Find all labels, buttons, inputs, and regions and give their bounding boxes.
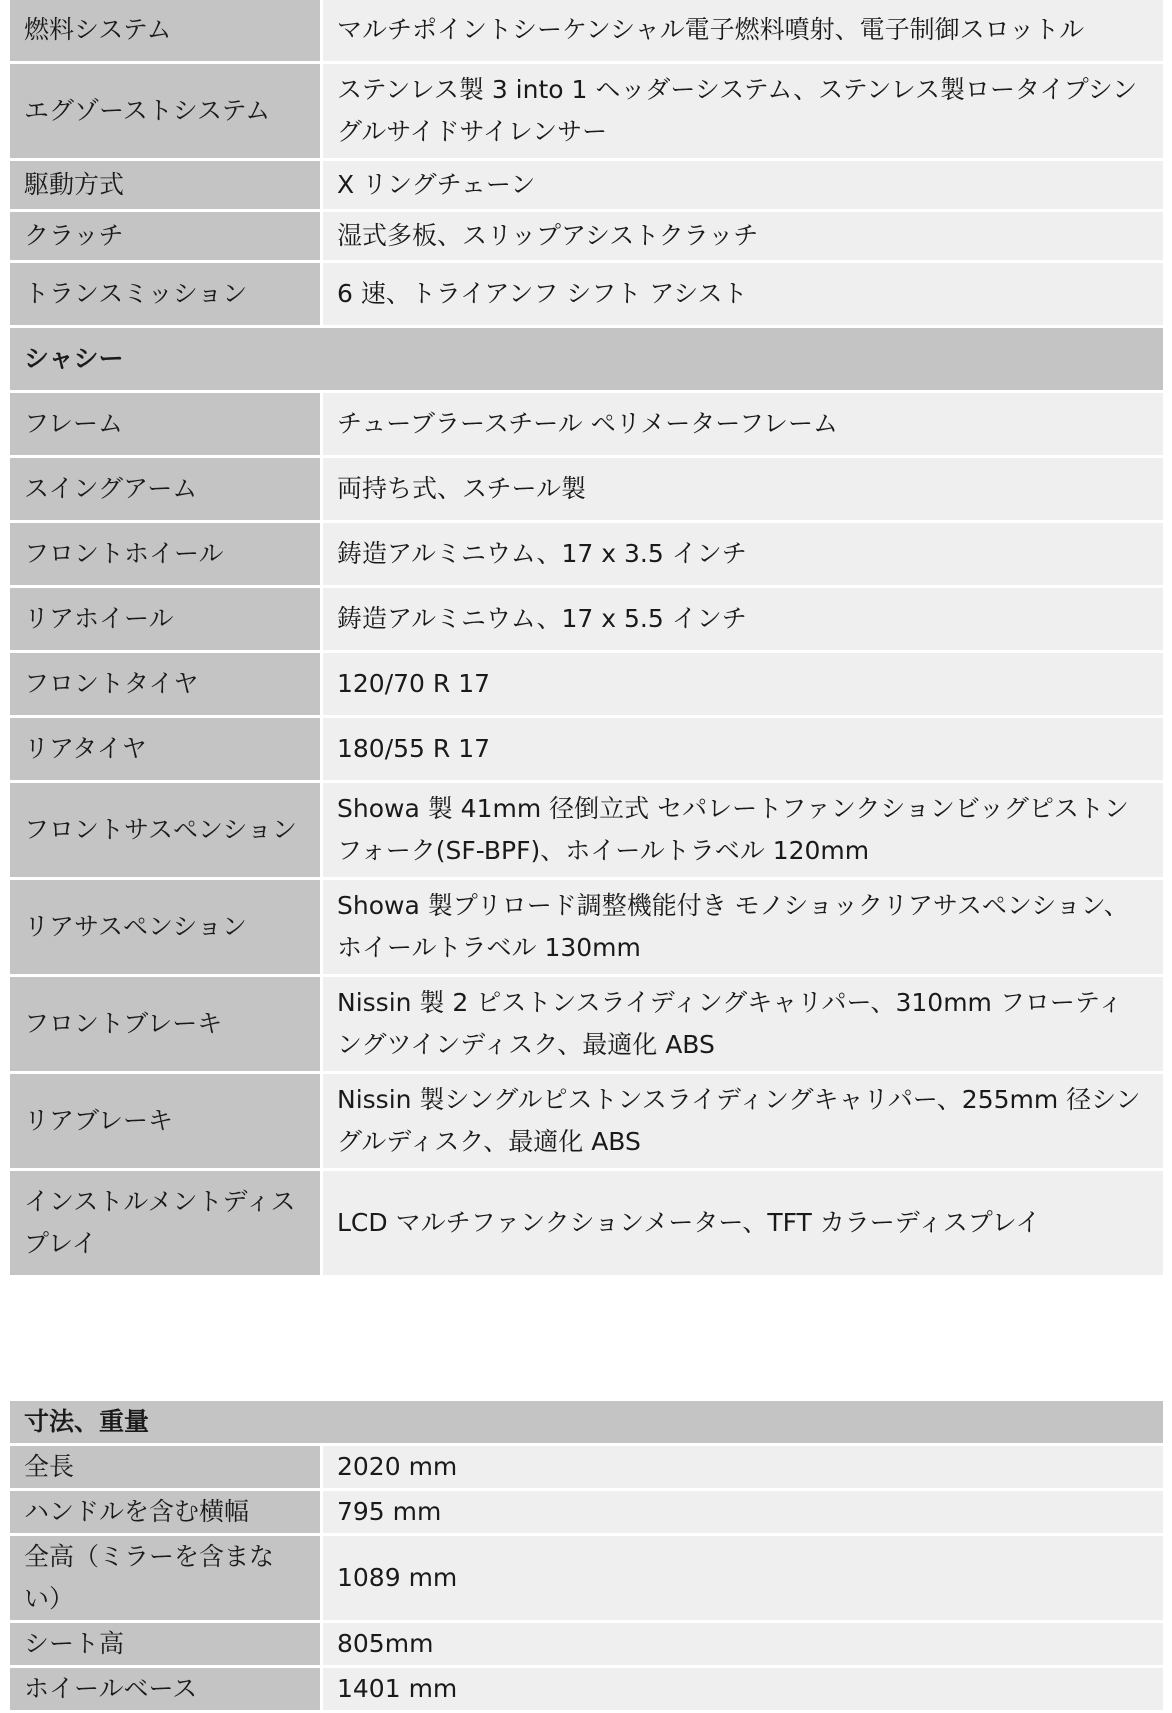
table-row [10,393,1163,455]
spec-value: ステンレス製 3 into 1 ヘッダーシステム、ステンレス製ロータイプシングルサイドサイレンサー [320,64,1163,158]
table-row [10,458,1163,520]
table-row [10,653,1163,715]
table-row [10,161,1163,209]
table-row [10,977,1163,1071]
spec-label: 燃料システム [10,0,320,61]
spec-table-engine-chassis [10,0,1163,1278]
table-row [10,588,1163,650]
table-row [10,1536,1163,1620]
spec-value: 両持ち式、スチール製 [320,458,1163,520]
spec-value: 湿式多板、スリップアシストクラッチ [320,212,1163,260]
spec-label: スイングアーム [10,458,320,520]
table-row [10,1074,1163,1168]
section-header-row [10,328,1163,390]
table-row [10,263,1163,325]
spec-label: リアサスペンション [10,880,320,974]
table-row [10,523,1163,585]
spec-value: 6 速、トライアンフ シフト アシスト [320,263,1163,325]
table-row [10,212,1163,260]
spec-value: 鋳造アルミニウム、17 x 3.5 インチ [320,523,1163,585]
table-row [10,880,1163,974]
spec-label: フロントタイヤ [10,653,320,715]
spec-label: インストルメントディスプレイ [10,1171,320,1275]
table-row [10,1623,1163,1665]
table-row [10,1446,1163,1488]
spec-label: シート高 [10,1623,320,1665]
spec-table-dimensions [10,1398,1163,1713]
spec-value: 2020 mm [320,1446,1163,1488]
table-row [10,1171,1163,1275]
spec-label: 全高（ミラーを含まない） [10,1536,320,1620]
spec-label: リアタイヤ [10,718,320,780]
spec-label: 駆動方式 [10,161,320,209]
spec-label: リアブレーキ [10,1074,320,1168]
spec-value: 120/70 R 17 [320,653,1163,715]
spec-value: LCD マルチファンクションメーター、TFT カラーディスプレイ [320,1171,1163,1275]
spec-value: マルチポイントシーケンシャル電子燃料噴射、電子制御スロットル [320,0,1163,61]
table-row [10,64,1163,158]
table-row [10,783,1163,877]
spec-label: リアホイール [10,588,320,650]
spec-label: フロントブレーキ [10,977,320,1071]
spec-value: Showa 製 41mm 径倒立式 セパレートファンクションビッグピストンフォーク(SF-BPF)、ホイールトラベル 120mm [320,783,1163,877]
section-heading-chassis: シャシー [10,328,1163,390]
spec-label: 全長 [10,1446,320,1488]
spec-value: 805mm [320,1623,1163,1665]
spec-value: Nissin 製シングルピストンスライディングキャリパー、255mm 径シングルディスク、最適化 ABS [320,1074,1163,1168]
table-row [10,0,1163,61]
spec-value: 1089 mm [320,1536,1163,1620]
spec-value: 180/55 R 17 [320,718,1163,780]
spec-value: 鋳造アルミニウム、17 x 5.5 インチ [320,588,1163,650]
spec-label: フレーム [10,393,320,455]
spec-value: 1401 mm [320,1668,1163,1710]
spec-label: フロントサスペンション [10,783,320,877]
spec-label: クラッチ [10,212,320,260]
spec-label: ホイールベース [10,1668,320,1710]
spec-label: フロントホイール [10,523,320,585]
spec-value: 795 mm [320,1491,1163,1533]
spec-value: チューブラースチール ペリメーターフレーム [320,393,1163,455]
table-row [10,718,1163,780]
spec-value: X リングチェーン [320,161,1163,209]
spec-value: Nissin 製 2 ピストンスライディングキャリパー、310mm フローティングツインディスク、最適化 ABS [320,977,1163,1071]
table-row [10,1491,1163,1533]
section-heading-dimensions: 寸法、重量 [10,1401,1163,1443]
section-header-row [10,1401,1163,1443]
spec-label: トランスミッション [10,263,320,325]
spec-value: Showa 製プリロード調整機能付き モノショックリアサスペンション、ホイールトラベル 130mm [320,880,1163,974]
spec-label: エグゾーストシステム [10,64,320,158]
spec-label: ハンドルを含む横幅 [10,1491,320,1533]
table-row [10,1668,1163,1710]
